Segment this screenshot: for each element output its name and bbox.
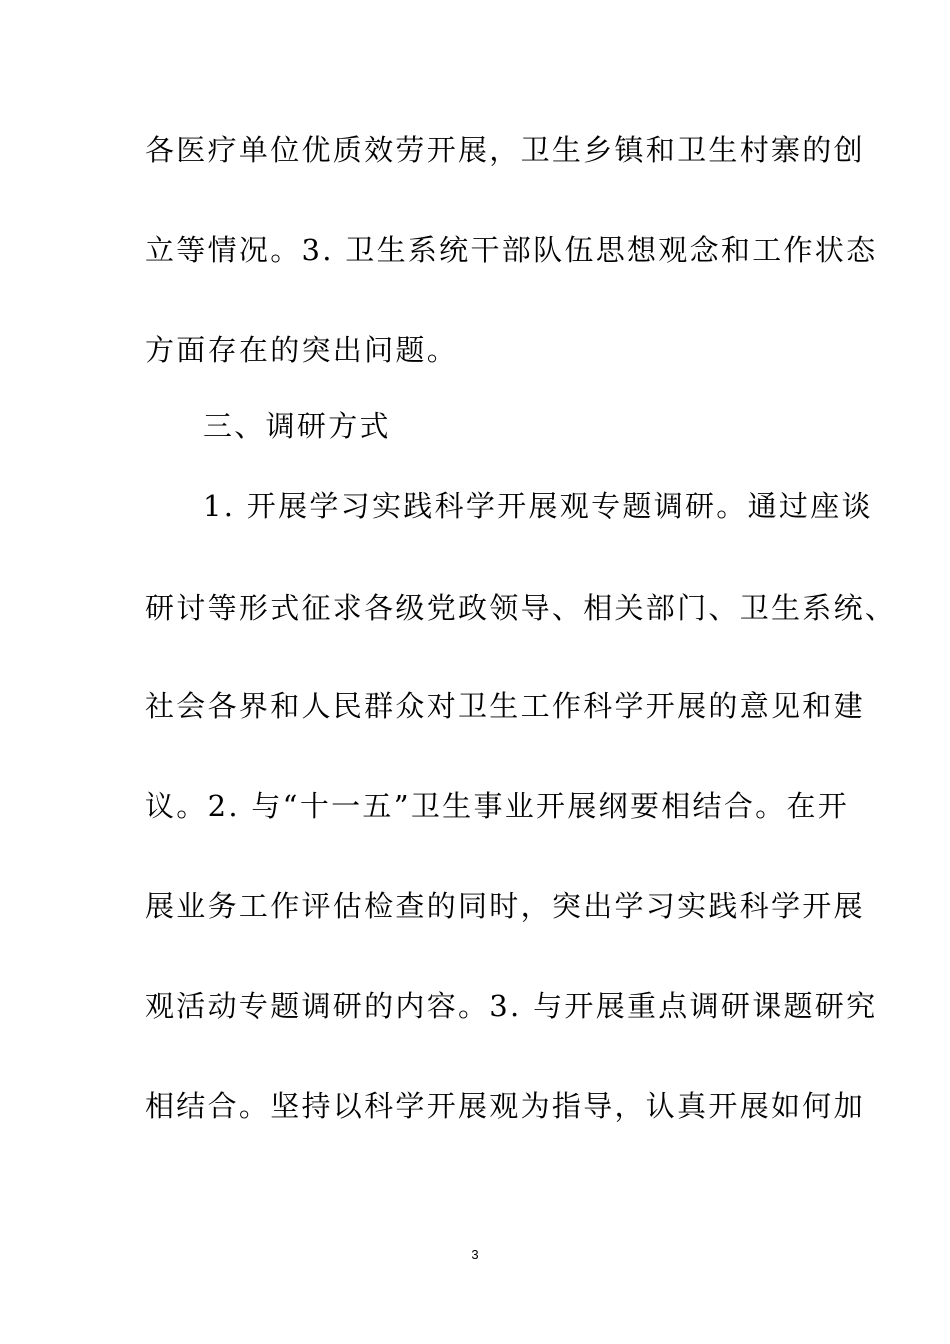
body-text-line: 研讨等形式征求各级党政领导、相关部门、卫生系统、 [145, 591, 897, 625]
body-text-line: 方面存在的突出问题。 [145, 333, 459, 367]
body-text-line: 观活动专题调研的内容。3. 与开展重点调研课题研究 [145, 989, 878, 1023]
body-text-line: 社会各界和人民群众对卫生工作科学开展的意见和建 [145, 689, 865, 723]
page-number: 3 [471, 1247, 479, 1262]
body-text-line: 展业务工作评估检查的同时，突出学习实践科学开展 [145, 889, 865, 923]
section-heading: 三、调研方式 [203, 409, 391, 443]
body-text-line: 立等情况。3. 卫生系统干部队伍思想观念和工作状态 [145, 233, 878, 267]
body-text-line: 议。2. 与“十一五”卫生事业开展纲要相结合。在开 [145, 789, 850, 823]
body-text-line: 各医疗单位优质效劳开展，卫生乡镇和卫生村寨的创 [145, 133, 865, 167]
body-text-line: 1. 开展学习实践科学开展观专题调研。通过座谈 [203, 489, 873, 523]
body-text-line: 相结合。坚持以科学开展观为指导，认真开展如何加 [145, 1089, 865, 1123]
